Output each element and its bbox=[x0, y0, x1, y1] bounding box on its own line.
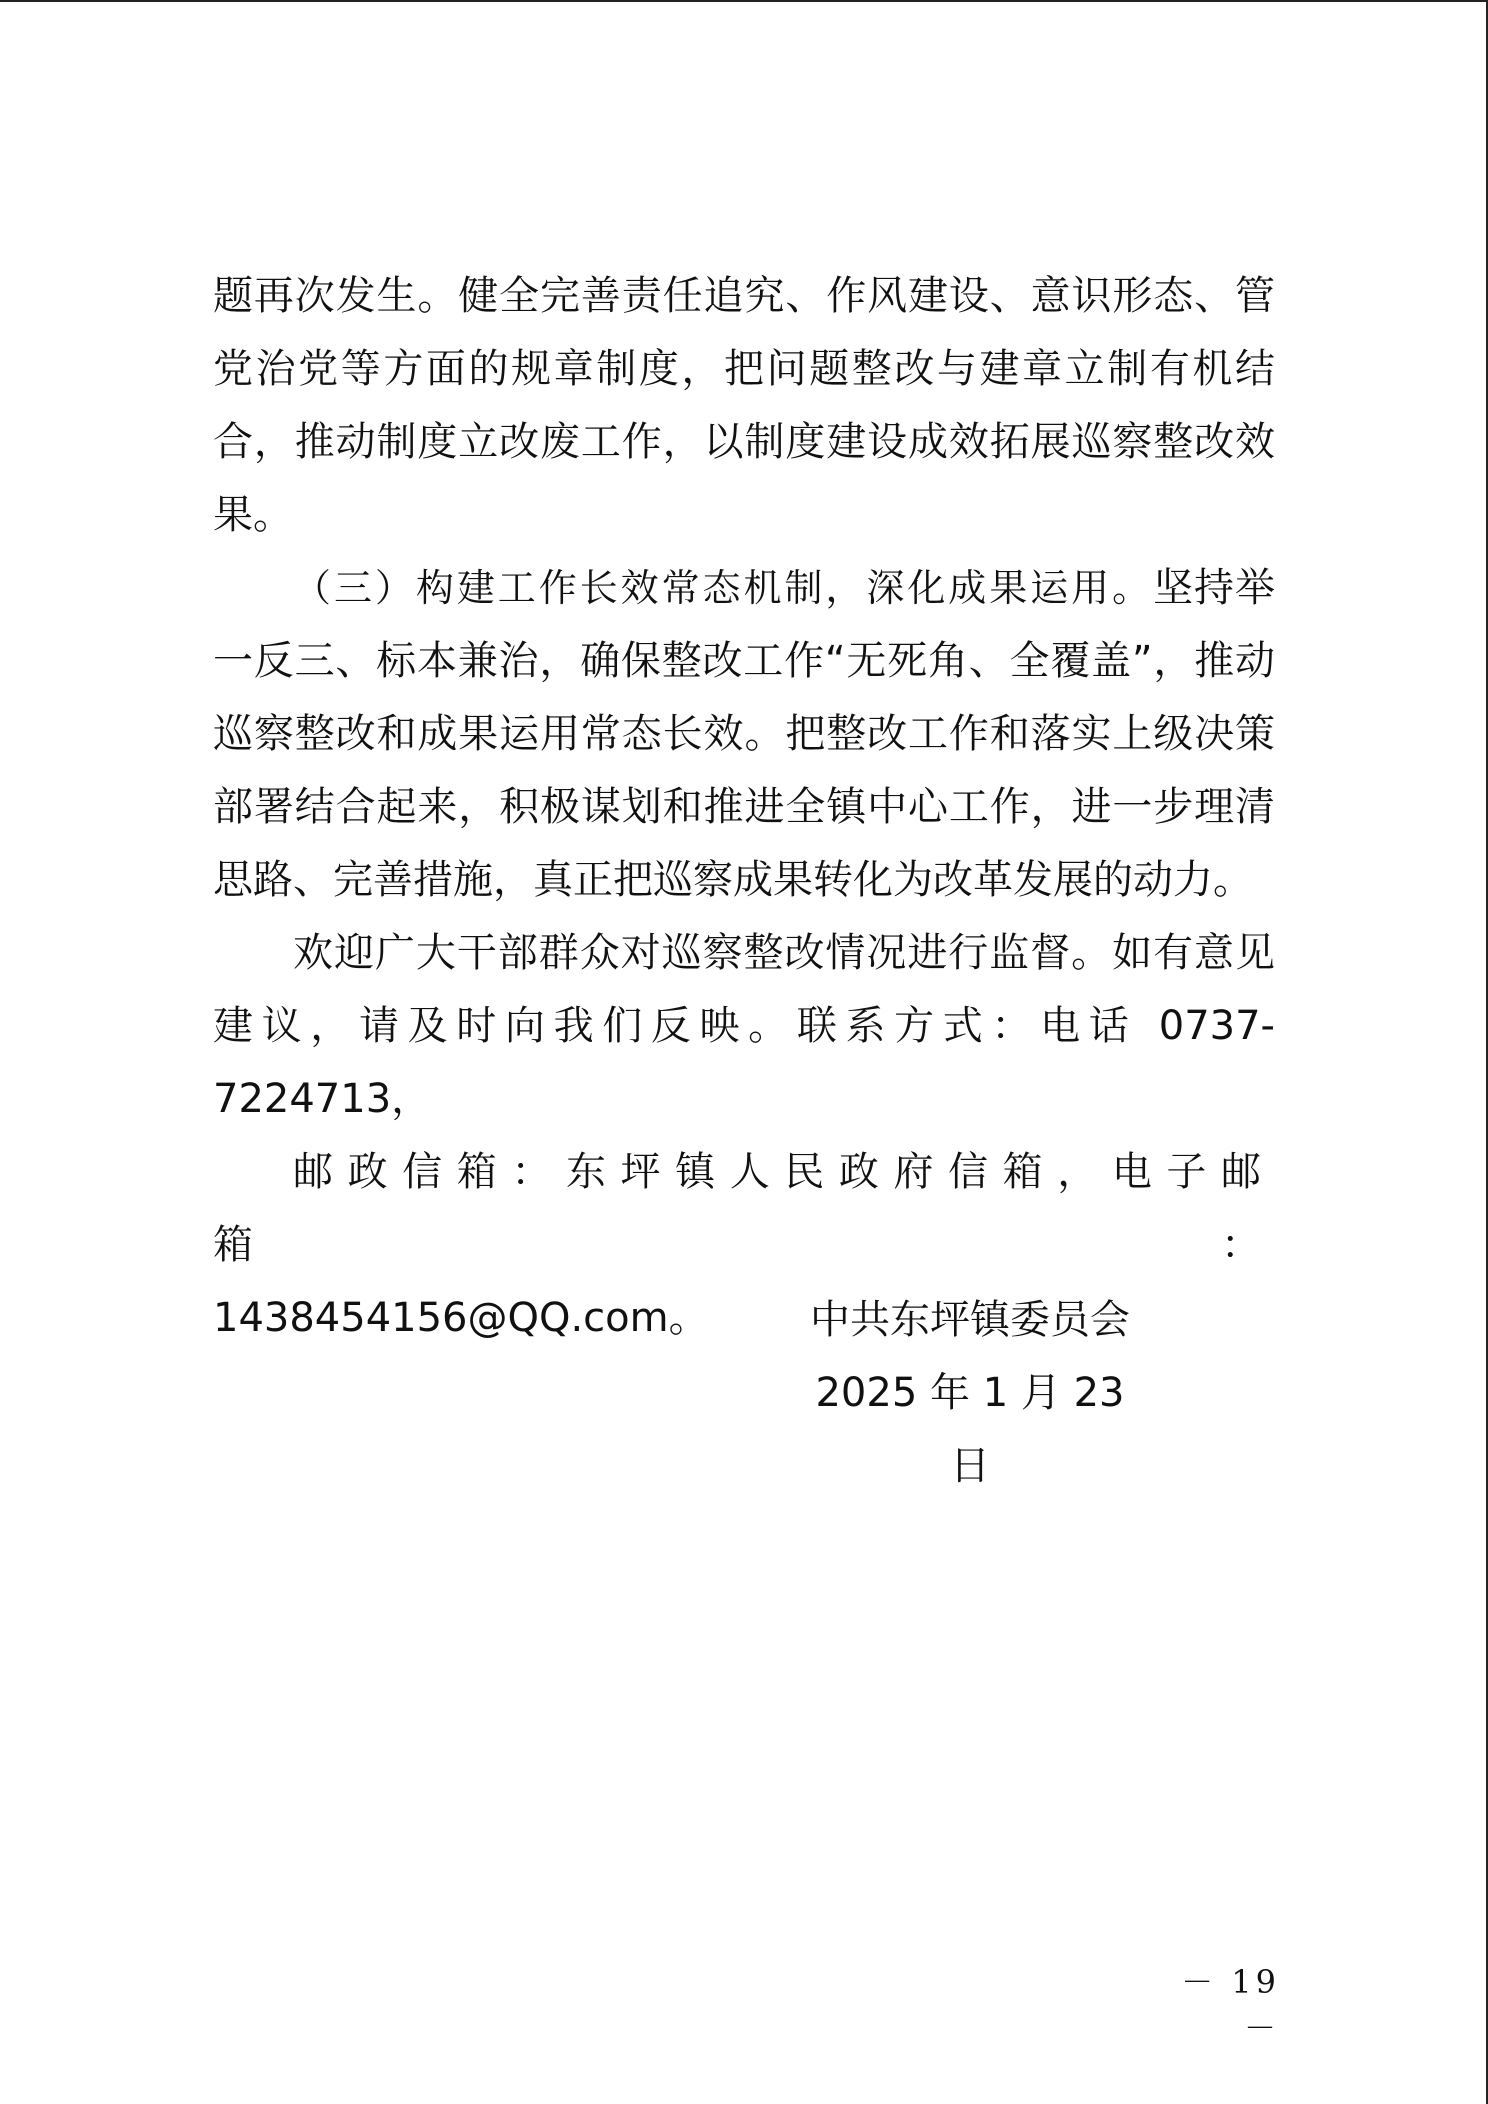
paragraph-2 bbox=[213, 552, 1275, 917]
paragraph-2-body: 坚持举一反三、标本兼治，确保整改工作“无死角、全覆盖”，推动巡察整改和成果运用常态长效。把整改工作和落实上级决策部署结合起来，积极谋划和推进全镇中心工作，进一步理清思路、完善措施，真正把巡察成果转化为改革发展的动力。 bbox=[213, 565, 1275, 903]
document-body bbox=[213, 260, 1275, 1355]
mailbox-line: 邮政信箱：东坪镇人民政府信箱，电子邮箱： bbox=[213, 1149, 1275, 1268]
signature-block bbox=[790, 1284, 1150, 1503]
page-number: － 19 － bbox=[1181, 1963, 1280, 2047]
paragraph-1: 题再次发生。健全完善责任追究、作风建设、意识形态、管党治党等方面的规章制度，把问题整改与建章立制有机结合，推动制度立改废工作，以制度建设成效拓展巡察整改效果。 bbox=[213, 273, 1275, 538]
signature-organization: 中共东坪镇委员会 bbox=[810, 1297, 1130, 1343]
signature-date: 2025 年 1 月 23 日 bbox=[815, 1370, 1125, 1489]
paragraph-3-intro: 欢迎广大干部群众对巡察整改情况进行监督。如有意见建议，请及时向我们反映。联系方式：电话 0737-7224713， bbox=[213, 930, 1275, 1122]
email-address: 1438454156@QQ.com。 bbox=[213, 1295, 709, 1341]
section-heading: （三）构建工作长效常态机制，深化成果运用。 bbox=[293, 566, 1154, 610]
